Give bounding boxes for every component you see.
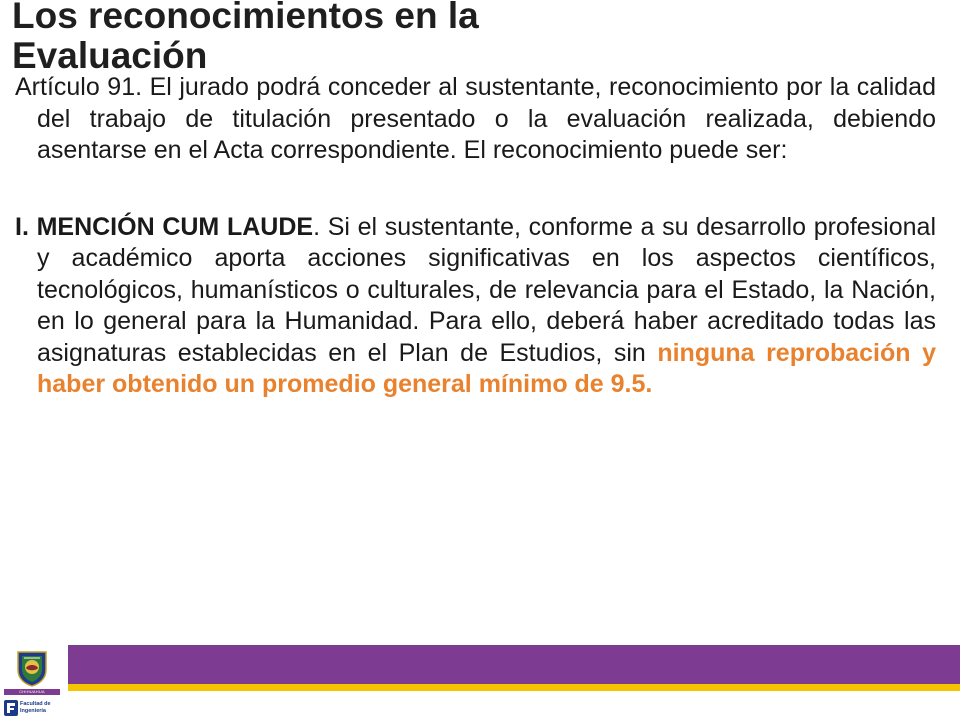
faculty-name [20, 701, 62, 714]
cum-laude-text: . Si el sustentante, conforme a su desarrollo profesional y académico aporta acciones significativas en los aspectos científicos, tecnológicos, humanísticos o culturales, de relevancia para el Estado, la Nación, en lo general para la Humanidad. Para ello, deberá haber acreditado todas las asignaturas establecidas en el Plan de Estudios, sin [37, 212, 936, 367]
faculty-line-1: Facultad de [20, 701, 51, 707]
faculty-logo [4, 699, 62, 717]
cum-laude-requirement: ninguna reprobación y haber obtenido un promedio general mínimo de 9.5. [37, 338, 936, 398]
footer-stripe [0, 684, 960, 691]
faculty-line-2: Ingeniería [20, 707, 46, 714]
footer-band [0, 645, 960, 684]
article-91-paragraph: Artículo 91. El jurado podrá conceder al sustentante, reconocimiento por la calidad del trabajo de titulación presentado o la evaluación realizada, debiendo asentarse en el Acta correspondiente. El reconocimiento puede ser: [15, 73, 936, 164]
cum-laude-paragraph [15, 212, 936, 401]
ingenieria-mark-icon [4, 700, 18, 716]
slide-body [15, 72, 936, 401]
footer-logos [0, 645, 68, 720]
slide-title: Los reconocimientos en la Evaluación [12, 0, 479, 76]
uach-shield-icon [12, 648, 52, 688]
cum-laude-heading: I. MENCIÓN CUM LAUDE [15, 212, 314, 241]
university-caption: CHIHUAHUA [4, 689, 60, 695]
